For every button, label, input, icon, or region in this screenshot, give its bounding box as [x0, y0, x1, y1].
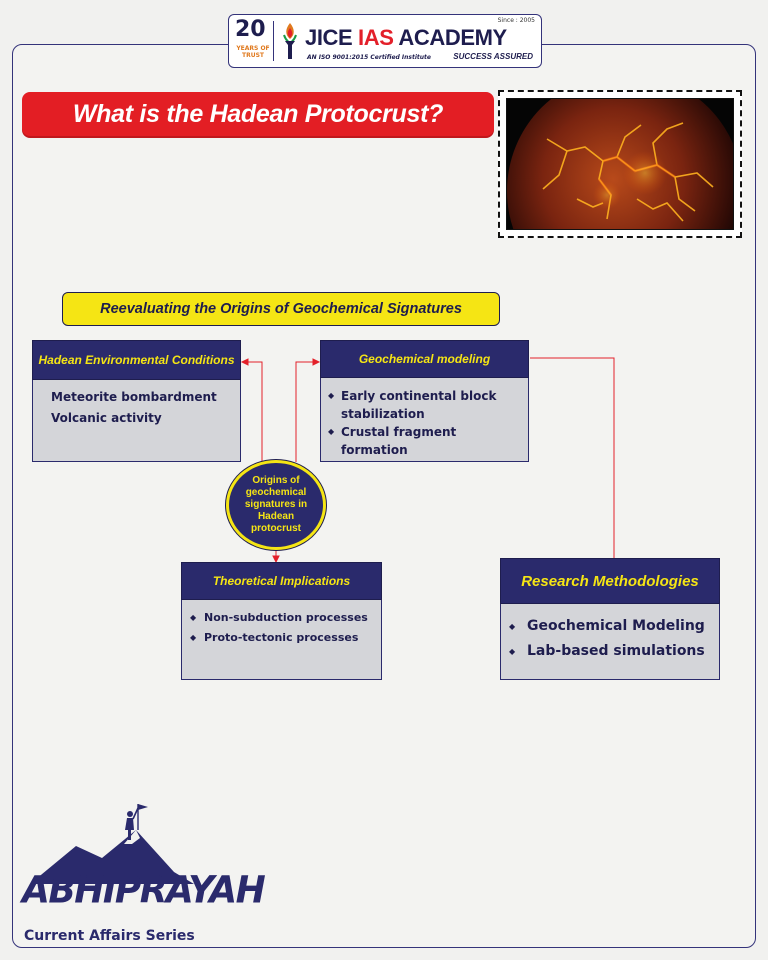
- bullet-icon: ◆: [328, 427, 335, 436]
- planet-image-frame: [498, 90, 742, 238]
- academy-name-part1: JICE: [305, 25, 359, 50]
- academy-logo[interactable]: [228, 14, 542, 68]
- academy-name-part2: IAS: [358, 25, 394, 50]
- planet-image: [506, 98, 734, 230]
- bullet-icon: ◆: [190, 633, 197, 642]
- research-item-1: Geochemical Modeling: [527, 618, 705, 634]
- research-methodologies-body: [500, 604, 720, 680]
- academy-name: [305, 25, 507, 51]
- tagline: SUCCESS ASSURED: [453, 52, 533, 61]
- center-topic-circle: Origins of geochemical signatures in Hadean protocrust: [226, 460, 326, 550]
- bullet-icon: ◆: [328, 391, 335, 400]
- years-number: 20: [235, 17, 266, 42]
- torch-icon: [279, 19, 301, 63]
- theoretical-implications-heading: Theoretical Implications: [181, 562, 382, 600]
- planet-illustration: [507, 99, 734, 230]
- geochemical-modeling-body: [320, 378, 529, 462]
- theoretical-item-1: Non-subduction processes: [204, 611, 368, 624]
- bullet-icon: ◆: [509, 647, 516, 656]
- iso-certification: AN ISO 9001:2015 Certified Institute: [307, 54, 431, 61]
- hadean-item-1: Meteorite bombardment: [51, 390, 217, 404]
- page-title: What is the Hadean Protocrust?: [72, 99, 444, 128]
- geochemical-item-1: Early continental block stabilization: [341, 389, 497, 421]
- hadean-conditions-heading: Hadean Environmental Conditions: [32, 340, 241, 380]
- research-methodologies-heading: Research Methodologies: [500, 558, 720, 604]
- bullet-icon: ◆: [509, 622, 516, 631]
- geochemical-modeling-heading: Geochemical modeling: [320, 340, 529, 378]
- brand-logo-text: ABHIPRAYAH: [22, 868, 265, 913]
- geochemical-item-2: Crustal fragment formation: [341, 425, 457, 457]
- since-label: Since : 2005: [497, 17, 535, 24]
- academy-name-part3: ACADEMY: [393, 25, 507, 50]
- research-item-2: Lab-based simulations: [527, 643, 705, 659]
- title-banner: [22, 92, 494, 136]
- brand-subtitle: Current Affairs Series: [24, 928, 195, 944]
- theoretical-item-2: Proto-tectonic processes: [204, 631, 359, 644]
- hadean-conditions-body: [32, 380, 241, 462]
- section-heading: Reevaluating the Origins of Geochemical Signatures: [62, 292, 500, 326]
- theoretical-implications-body: [181, 600, 382, 680]
- bullet-icon: ◆: [190, 613, 197, 622]
- logo-divider: [273, 21, 274, 61]
- years-label: YEARS OF TRUST: [236, 45, 270, 59]
- hadean-item-2: Volcanic activity: [51, 411, 162, 425]
